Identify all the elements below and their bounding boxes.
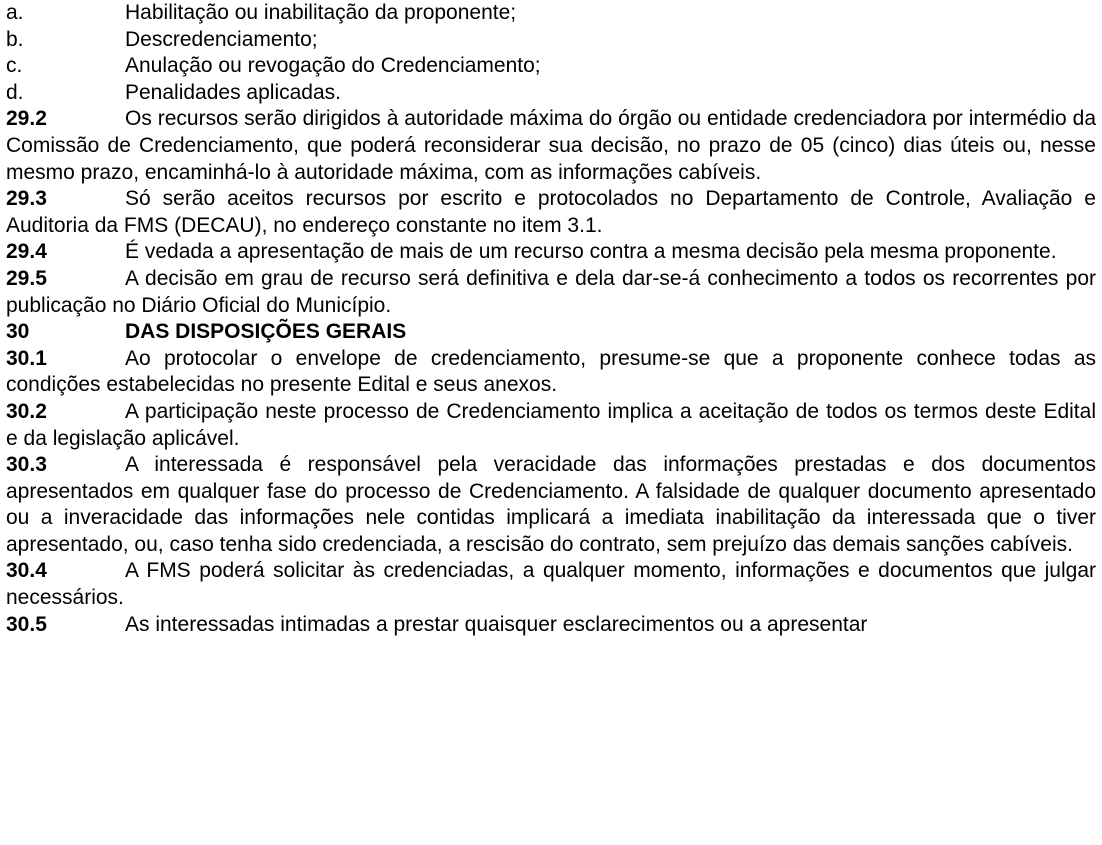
clause-paragraph [6, 558, 1096, 611]
clause-text: Só serão aceitos recursos por escrito e protocolados no Departamento de Controle, Avaliação e Auditoria da FMS (DECAU), no endereço constante no item 3.1. [6, 187, 1096, 237]
clause-number: 29.2 [6, 107, 47, 131]
list-marker: c. [6, 54, 23, 78]
clause-number: 30.5 [6, 612, 47, 636]
clause-number: 29.3 [6, 187, 47, 211]
section-title: DAS DISPOSIÇÕES GERAIS [125, 320, 407, 344]
clause-paragraph [6, 186, 1096, 239]
clause-paragraph [6, 239, 1096, 266]
section-heading [6, 319, 1096, 346]
clause-number: 30.1 [6, 346, 47, 370]
clause-paragraph [6, 346, 1096, 399]
list-text: Anulação ou revogação do Credenciamento; [125, 54, 541, 78]
clause-text: A decisão em grau de recurso será definitiva e dela dar-se-á conhecimento a todos os recorrentes por publicação no Diário Oficial do Município. [6, 266, 1096, 317]
clause-number: 30.4 [6, 559, 47, 583]
clause-number: 30.2 [6, 399, 47, 423]
list-item [6, 53, 1096, 80]
clause-text: É vedada a apresentação de mais de um recurso contra a mesma decisão pela mesma proponente. [125, 240, 1057, 264]
list-text: Descredenciamento; [125, 27, 318, 51]
list-item [6, 27, 1096, 54]
clause-paragraph [6, 106, 1096, 186]
list-text: Habilitação ou inabilitação da proponente; [125, 1, 517, 24]
clause-number: 29.4 [6, 240, 47, 264]
list-text: Penalidades aplicadas. [125, 80, 341, 104]
list-item [6, 0, 1096, 27]
clause-text: Os recursos serão dirigidos à autoridade máxima do órgão ou entidade credenciadora por intermédio da Comissão de Credenciamento, que poderá reconsiderar sua decisão, no prazo de 05 (cinco) dias úteis ou, nesse mesmo prazo, encaminhá-lo à autoridade máxima, com as informações cabíveis. [6, 107, 1096, 184]
list-marker: d. [6, 80, 24, 104]
list-marker: a. [6, 1, 24, 24]
list-marker: b. [6, 27, 24, 51]
clause-number: 29.5 [6, 266, 47, 290]
clause-paragraph [6, 452, 1096, 558]
section-number: 30 [6, 320, 30, 344]
clause-text: A FMS poderá solicitar às credenciadas, a qualquer momento, informações e documentos que julgar necessários. [6, 559, 1096, 610]
clause-text: As interessadas intimadas a prestar quaisquer esclarecimentos ou a apresentar [125, 612, 868, 636]
clause-paragraph [6, 266, 1096, 319]
clause-paragraph [6, 399, 1096, 452]
clause-number: 30.3 [6, 453, 47, 477]
clause-text: Ao protocolar o envelope de credenciamento, presume-se que a proponente conhece todas as condições estabelecidas no presente Edital e seus anexos. [6, 346, 1096, 397]
list-item [6, 80, 1096, 107]
clause-text: A interessada é responsável pela veracidade das informações prestadas e dos documentos apresentados em qualquer fase do processo de Credenciamento. A falsidade de qualquer documento apresentado ou a inveracidade das informações nele contidas implicará a imediata inabilitação da interessada que o tiver apresentado, ou, caso tenha sido credenciada, a rescisão do contrato, sem prejuízo das demais sanções cabíveis. [6, 453, 1096, 556]
clause-text: A participação neste processo de Credenciamento implica a aceitação de todos os termos deste Edital e da legislação aplicável. [6, 399, 1096, 450]
clause-paragraph [6, 612, 1096, 639]
